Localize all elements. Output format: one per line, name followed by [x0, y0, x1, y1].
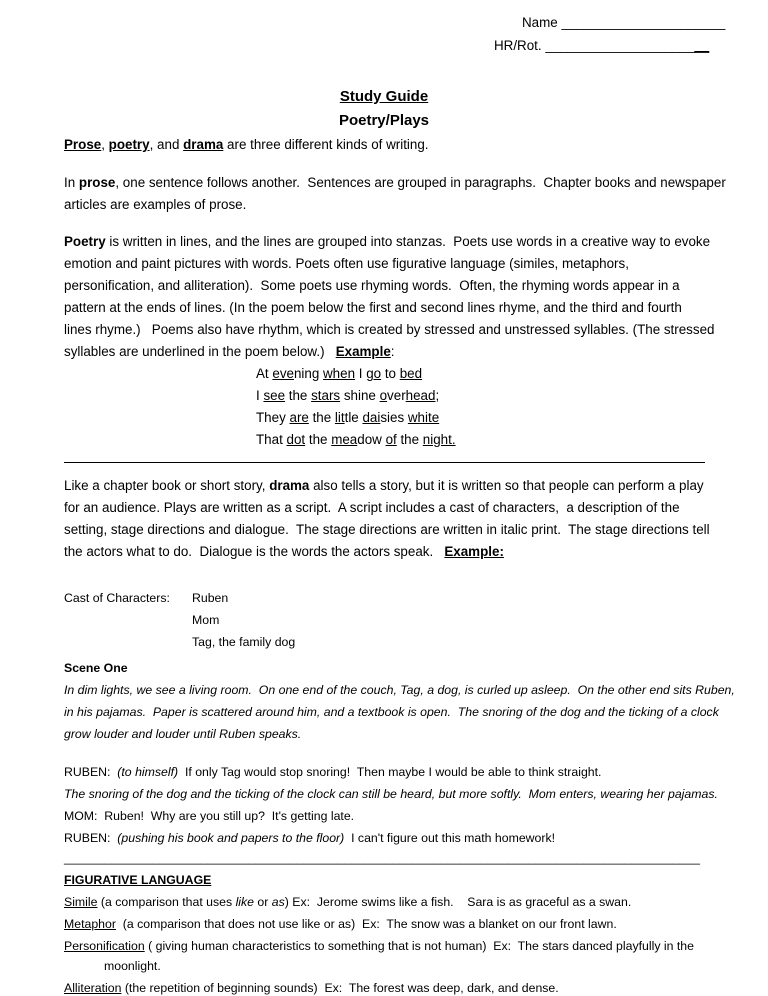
text-line	[64, 322, 714, 338]
text-run: RUBEN:	[64, 831, 118, 845]
text-run: If only Tag would stop snoring! Then maybe I would be able to think straight.	[178, 765, 602, 779]
text-run: for an audience. Plays are written as a script. A script includes a cast of characters, a description of the	[64, 500, 680, 515]
text-line	[64, 726, 301, 742]
text-run: also tells a story, but it is written so that people can perform a play	[309, 478, 704, 493]
text-line	[64, 478, 704, 494]
name-field[interactable]: Name ______________________	[522, 15, 726, 30]
text-run: ning	[293, 366, 324, 381]
text-run: the	[285, 388, 312, 403]
text-run: That	[256, 432, 287, 447]
page-title: Study Guide	[339, 88, 429, 105]
text-run: drama	[269, 478, 310, 493]
text-line	[64, 808, 354, 824]
text-run: Poetry	[64, 234, 106, 249]
text-run: in his pajamas. Paper is scattered around him, and a textbook is open. The snoring of the dog and the ticking of a clock	[64, 705, 719, 719]
text-run: the actors what to do. Dialogue is the words the actors speak.	[64, 544, 445, 559]
text-line	[64, 830, 555, 846]
text-run: prose	[78, 175, 116, 190]
text-run: I can't figure out this math homework!	[344, 831, 556, 845]
text-line	[64, 197, 246, 213]
text-line	[64, 234, 710, 250]
text-line	[256, 410, 439, 426]
text-run: are	[289, 410, 309, 425]
text-run: I	[256, 388, 264, 403]
text-line	[192, 634, 295, 650]
text-run: the	[396, 432, 423, 447]
text-line	[64, 500, 680, 516]
text-run: pattern at the ends of lines. (In the poem below the first and second lines rhyme, and the third and fourth	[64, 300, 682, 315]
text-line	[64, 175, 726, 191]
text-run: (the repetition of beginning sounds) Ex: The forest was deep, dark, and dense.	[121, 981, 559, 995]
text-line	[64, 300, 682, 316]
text-run: go	[366, 366, 382, 381]
text-run: personification, and alliteration). Some poets use rhyming words. Often, the rhyming words appear in a	[64, 278, 680, 293]
text-line	[64, 590, 170, 606]
text-run: when	[323, 366, 356, 381]
text-run: lit	[334, 410, 345, 425]
text-run: sies	[380, 410, 408, 425]
text-run: tle	[344, 410, 363, 425]
text-run: Tag, the family dog	[192, 635, 296, 649]
text-run: ,	[101, 137, 109, 152]
text-line	[64, 278, 680, 294]
text-line	[256, 388, 439, 404]
section-divider	[64, 462, 705, 463]
text-run: head	[405, 388, 436, 403]
text-run: FIGURATIVE LANGUAGE	[64, 873, 212, 887]
text-line	[64, 256, 629, 272]
text-run: shine	[340, 388, 380, 403]
text-line	[64, 850, 700, 866]
text-run: :	[390, 344, 395, 359]
text-line	[64, 137, 429, 153]
text-run: to	[381, 366, 400, 381]
text-run: moonlight.	[104, 959, 161, 973]
text-line	[64, 872, 211, 888]
text-run: In dim lights, we see a living room. On one end of the couch, Tag, a dog, is curled up asleep. On the other end sits Ruben,	[64, 683, 735, 697]
text-run: dai	[362, 410, 381, 425]
hr-rot-label: HR/Rot. ____________________	[494, 38, 695, 53]
text-line	[64, 344, 395, 360]
text-run: grow louder and louder until Ruben speaks.	[64, 727, 302, 741]
text-run: ) Ex: Jerome swims like a fish. Sara is as graceful as a swan.	[284, 895, 632, 909]
text-run: of	[385, 432, 397, 447]
text-run: see	[263, 388, 286, 403]
text-run: (to himself)	[117, 765, 179, 779]
text-run: Personification	[64, 939, 145, 953]
text-line	[192, 590, 228, 606]
text-run: Example:	[444, 544, 504, 559]
text-run: In	[64, 175, 79, 190]
text-run: Ruben	[192, 591, 229, 605]
text-run: dot	[286, 432, 306, 447]
text-run: setting, stage directions and dialogue. The stage directions are written in italic print. The stage directions tell	[64, 522, 710, 537]
text-run: eve	[272, 366, 294, 381]
text-run: They	[256, 410, 290, 425]
text-run: dow	[357, 432, 386, 447]
text-run: lines rhyme.) Poems also have rhythm, which is created by stressed and unstressed syllables. (The stressed	[64, 322, 715, 337]
text-line	[64, 938, 694, 954]
text-run: (a comparison that does not use like or as) Ex: The snow was a blanket on our front lawn.	[115, 917, 617, 931]
text-run: drama	[183, 137, 224, 152]
text-run: (a comparison that uses	[97, 895, 236, 909]
text-run: ;	[435, 388, 440, 403]
text-run: as	[271, 895, 285, 909]
text-run: Scene One	[64, 661, 128, 675]
text-run: are three different kinds of writing.	[223, 137, 429, 152]
text-run: ( giving human characteristics to something that is not human) Ex: The stars danced playfully in the	[144, 939, 694, 953]
text-run: poetry	[108, 137, 150, 152]
text-run: The snoring of the dog and the ticking of the clock can still be heard, but more softly. Mom enters, wearing her pajamas.	[64, 787, 718, 801]
text-run: MOM: Ruben! Why are you still up? It's getting late.	[64, 809, 355, 823]
text-run: mea	[331, 432, 358, 447]
text-run: ver	[387, 388, 406, 403]
text-run: the	[308, 410, 335, 425]
text-run: syllables are underlined in the poem below.)	[64, 344, 336, 359]
text-run: Alliteration	[64, 981, 122, 995]
text-line	[64, 544, 504, 560]
text-run: or	[254, 895, 272, 909]
text-run: Like a chapter book or short story,	[64, 478, 270, 493]
text-run: _____________________________________________________________________________________________	[64, 851, 701, 865]
text-run: Mom	[192, 613, 220, 627]
text-run: Simile	[64, 895, 98, 909]
text-run: emotion and paint pictures with words. Poets often use figurative language (similes, metaphors,	[64, 256, 629, 271]
text-run: At	[256, 366, 273, 381]
page-subtitle: Poetry/Plays	[338, 112, 430, 129]
text-run: night.	[422, 432, 456, 447]
text-run: white	[407, 410, 440, 425]
text-run: Metaphor	[64, 917, 116, 931]
text-run: articles are examples of prose.	[64, 197, 247, 212]
text-run: Cast of Characters:	[64, 591, 170, 605]
text-line	[64, 660, 128, 676]
text-run: stars	[311, 388, 341, 403]
text-line	[192, 612, 219, 628]
text-line	[64, 704, 719, 720]
text-run: , one sentence follows another. Sentences are grouped in paragraphs. Chapter books and newspaper	[115, 175, 726, 190]
text-line	[64, 522, 710, 538]
text-line	[64, 764, 601, 780]
text-run: is written in lines, and the lines are grouped into stanzas. Poets use words in a creative way to evoke	[105, 234, 711, 249]
text-run: , and	[149, 137, 184, 152]
text-line	[64, 916, 617, 932]
text-run: o	[379, 388, 388, 403]
text-run: Prose	[64, 137, 102, 152]
text-line	[64, 786, 718, 802]
text-run: bed	[399, 366, 423, 381]
text-line	[256, 432, 456, 448]
text-run: I	[355, 366, 367, 381]
text-run: like	[235, 895, 255, 909]
text-run: (pushing his book and papers to the floor)	[117, 831, 345, 845]
text-run: RUBEN:	[64, 765, 118, 779]
text-line	[64, 682, 735, 698]
hr-rot-tail: __	[694, 38, 710, 53]
hr-rot-field[interactable]	[494, 38, 709, 53]
text-line	[104, 958, 161, 974]
text-run: Example	[335, 344, 391, 359]
text-line	[256, 366, 422, 382]
text-line	[64, 894, 631, 910]
text-run: the	[305, 432, 332, 447]
